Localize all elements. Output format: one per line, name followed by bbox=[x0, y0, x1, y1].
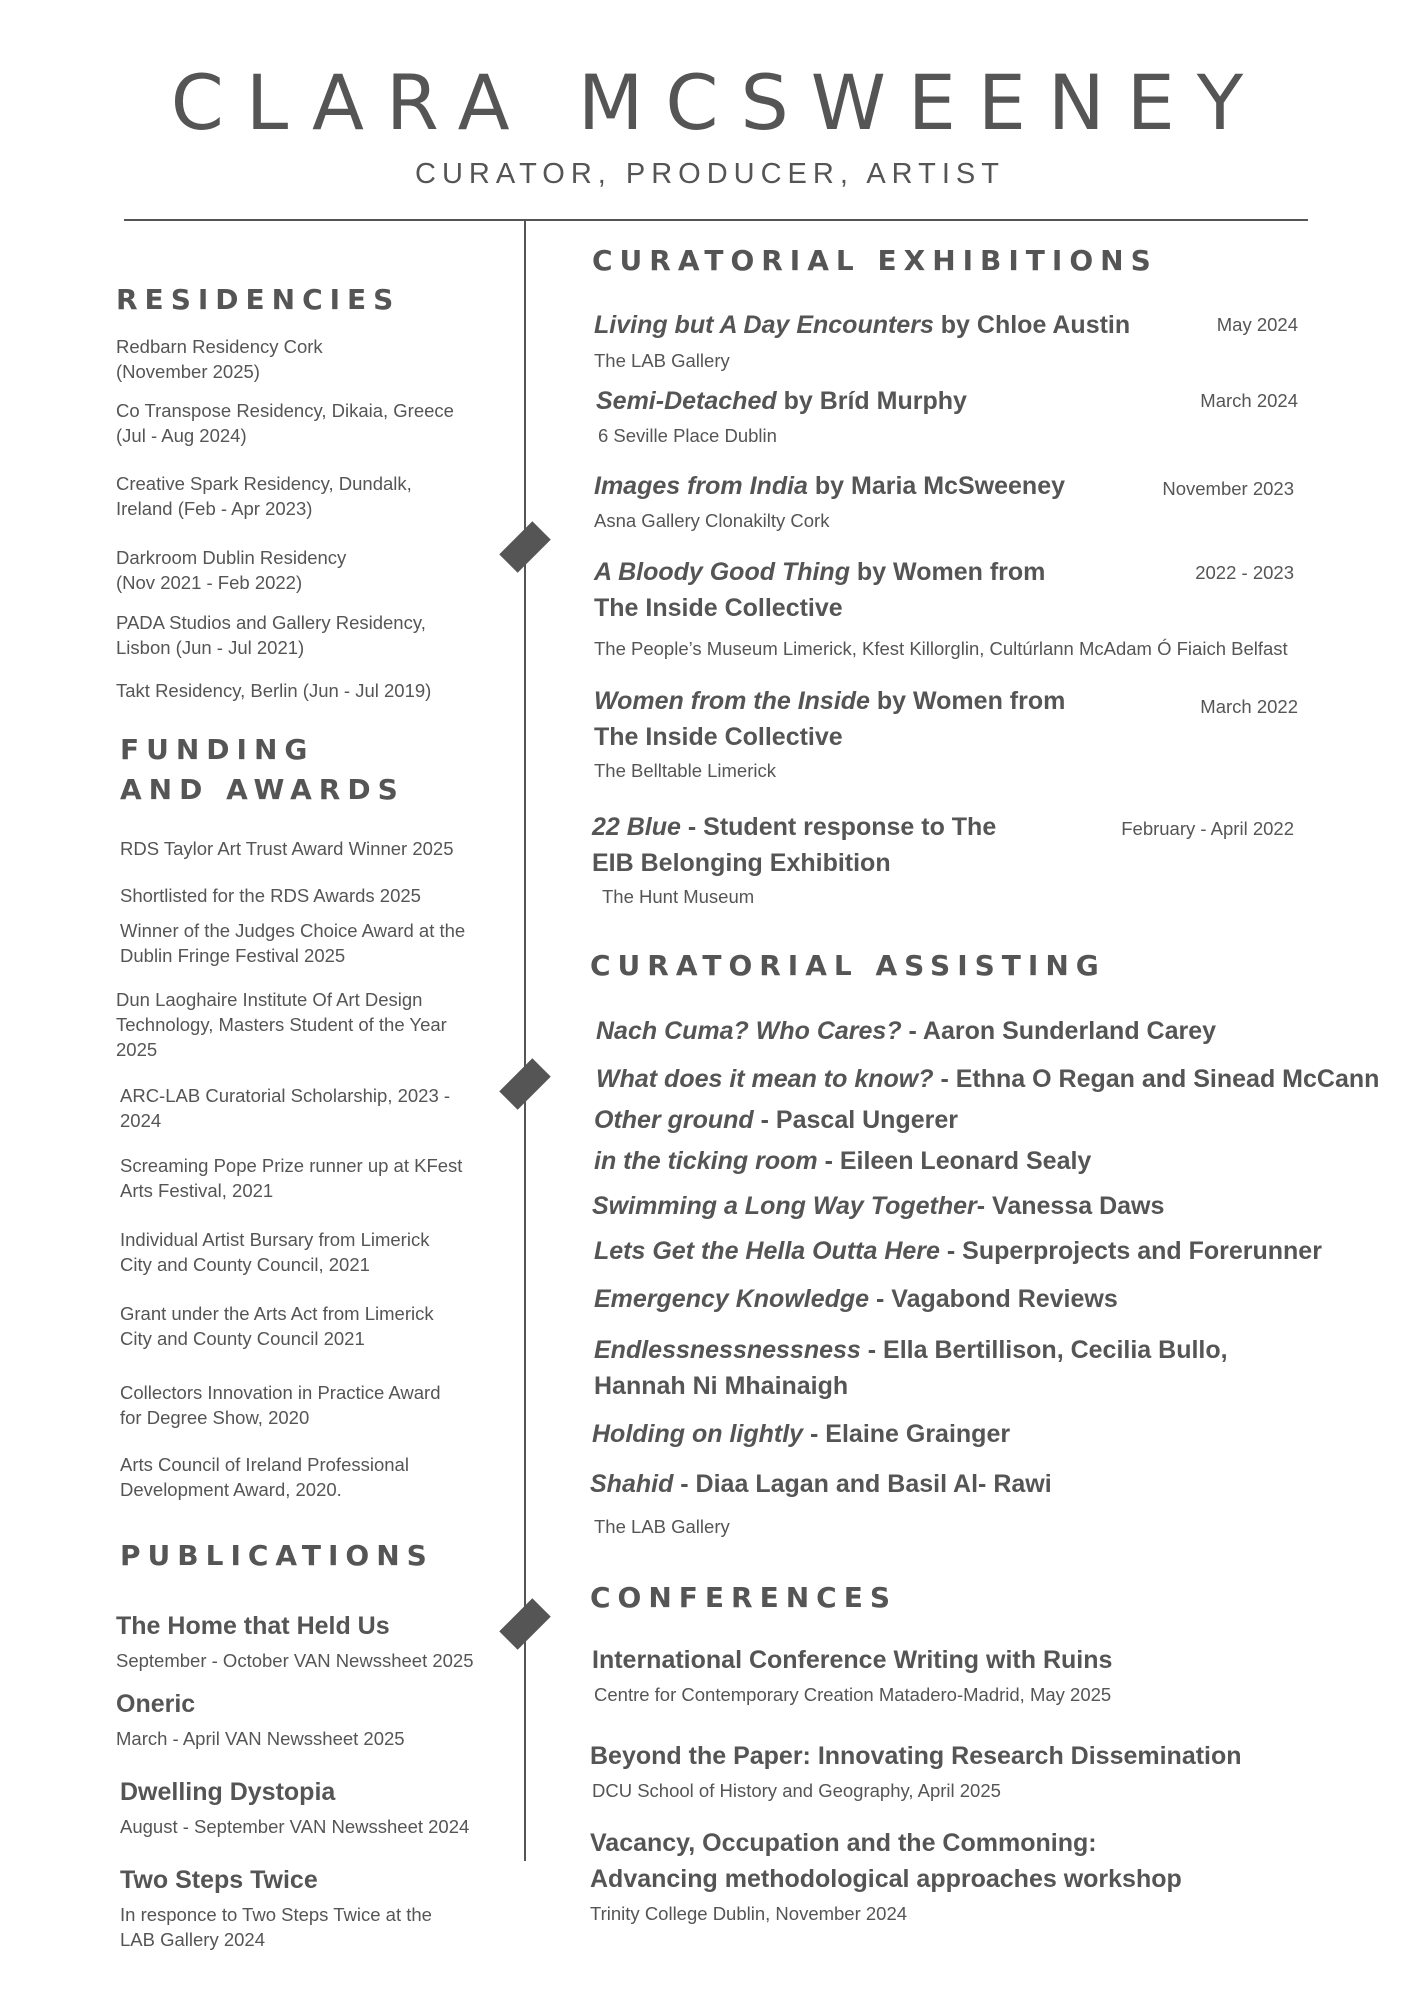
publication-title: Two Steps Twice bbox=[120, 1866, 318, 1894]
funding-item: Collectors Innovation in Practice Award for Degree Show, 2020 bbox=[120, 1382, 441, 1428]
assisting-artist: - Vagabond Reviews bbox=[869, 1285, 1118, 1313]
assisting-artist: Hannah Ni Mhainaigh bbox=[594, 1372, 849, 1400]
page-subtitle: CURATOR, PRODUCER, ARTIST bbox=[415, 158, 1005, 190]
publication-detail: March - April VAN Newssheet 2025 bbox=[116, 1728, 405, 1749]
exhibition-venue: The Hunt Museum bbox=[602, 886, 755, 907]
conference-title: Vacancy, Occupation and the Commoning: Advancing methodological approaches workshop bbox=[590, 1829, 1182, 1893]
exhibition-work: Images from India bbox=[594, 472, 808, 500]
header-divider bbox=[124, 219, 1308, 221]
assisting-item bbox=[596, 1013, 1216, 1049]
funding-item: Grant under the Arts Act from Limerick City and County Council 2021 bbox=[120, 1303, 434, 1349]
exhibition-work: Women from the Inside bbox=[594, 687, 870, 715]
exhibition-artist: by Bríd Murphy bbox=[776, 387, 967, 415]
assisting-artist: - Superprojects and Forerunner bbox=[939, 1237, 1322, 1265]
conference-detail: DCU School of History and Geography, April 2025 bbox=[592, 1780, 1001, 1801]
assisting-heading: CURATORIAL ASSISTING bbox=[590, 949, 1106, 982]
assisting-work: Swimming a Long Way Together bbox=[592, 1192, 977, 1220]
exhibition-work: Living but A Day Encounters bbox=[594, 311, 934, 339]
divider-diamond bbox=[499, 521, 550, 572]
residency-item: Darkroom Dublin Residency (Nov 2021 - Feb 2022) bbox=[116, 547, 347, 593]
exhibition-venue: The People’s Museum Limerick, Kfest Killorglin, Cultúrlann McAdam Ó Fiaich Belfast bbox=[594, 638, 1288, 659]
funding-item: Shortlisted for the RDS Awards 2025 bbox=[120, 885, 421, 906]
exhibition-artist: by Women from The Inside Collective bbox=[594, 558, 1046, 622]
exhibition-date: November 2023 bbox=[1162, 478, 1294, 499]
exhibition-artist: - Student response to The EIB Belonging Exhibition bbox=[592, 813, 997, 877]
residency-item: Takt Residency, Berlin (Jun - Jul 2019) bbox=[116, 680, 432, 701]
exhibition-venue: The Belltable Limerick bbox=[594, 760, 776, 781]
assisting-work: Other ground bbox=[594, 1106, 754, 1134]
conference-detail: Centre for Contemporary Creation Matadero-Madrid, May 2025 bbox=[594, 1684, 1112, 1705]
funding-item: ARC-LAB Curatorial Scholarship, 2023 - 2024 bbox=[120, 1085, 451, 1131]
exhibition-date: February - April 2022 bbox=[1121, 818, 1294, 839]
assisting-artist: - Ethna O Regan and Sinead McCann bbox=[933, 1065, 1380, 1093]
assisting-work: Nach Cuma? Who Cares? bbox=[596, 1017, 902, 1045]
assisting-work: Shahid bbox=[590, 1470, 674, 1498]
funding-item: Winner of the Judges Choice Award at the Dublin Fringe Festival 2025 bbox=[120, 920, 466, 966]
funding-item: Individual Artist Bursary from Limerick City and County Council, 2021 bbox=[120, 1229, 430, 1275]
funding-heading: FUNDING AND AWARDS bbox=[120, 733, 405, 806]
assisting-work: in the ticking room bbox=[594, 1147, 818, 1175]
exhibition-title bbox=[594, 554, 1064, 626]
funding-item: Dun Laoghaire Institute Of Art Design Technology, Masters Student of the Year 2025 bbox=[116, 989, 447, 1060]
assisting-item bbox=[594, 1332, 1228, 1404]
funding-item: Arts Council of Ireland Professional Development Award, 2020. bbox=[120, 1454, 409, 1500]
assisting-artist: - Elaine Grainger bbox=[803, 1420, 1011, 1448]
publication-detail: September - October VAN Newssheet 2025 bbox=[116, 1650, 474, 1671]
assisting-artist: - Eileen Leonard Sealy bbox=[817, 1147, 1092, 1175]
assisting-artist: - Pascal Ungerer bbox=[753, 1106, 958, 1134]
publication-detail: In responce to Two Steps Twice at the LAB Gallery 2024 bbox=[120, 1904, 432, 1950]
publication-title: Oneric bbox=[116, 1690, 196, 1718]
assisting-item bbox=[594, 1102, 958, 1138]
publications-heading: PUBLICATIONS bbox=[120, 1539, 434, 1572]
exhibition-title bbox=[596, 383, 1076, 419]
exhibition-title bbox=[594, 468, 1094, 504]
exhibition-venue: The LAB Gallery bbox=[594, 350, 730, 371]
assisting-artist: - Diaa Lagan and Basil Al- Rawi bbox=[673, 1470, 1052, 1498]
residency-item: PADA Studios and Gallery Residency, Lisbon (Jun - Jul 2021) bbox=[116, 612, 426, 658]
residency-item: Redbarn Residency Cork (November 2025) bbox=[116, 336, 323, 382]
exhibition-title bbox=[592, 809, 1022, 881]
assisting-item bbox=[594, 1233, 1322, 1269]
assisting-item bbox=[592, 1416, 1010, 1452]
publication-title: The Home that Held Us bbox=[116, 1612, 390, 1640]
exhibition-title bbox=[594, 307, 1154, 343]
exhibition-date: March 2024 bbox=[1200, 390, 1298, 411]
exhibition-work: Semi-Detached bbox=[596, 387, 777, 415]
assisting-artist: - Aaron Sunderland Carey bbox=[901, 1017, 1217, 1045]
exhibition-artist: by Women from The Inside Collective bbox=[594, 687, 1066, 751]
assisting-item bbox=[592, 1188, 1164, 1224]
exhibition-venue: 6 Seville Place Dublin bbox=[598, 425, 777, 446]
publication-detail: August - September VAN Newssheet 2024 bbox=[120, 1816, 470, 1837]
conference-detail: Trinity College Dublin, November 2024 bbox=[590, 1903, 908, 1924]
residencies-heading: RESIDENCIES bbox=[116, 283, 401, 316]
exhibition-work: 22 Blue bbox=[592, 813, 681, 841]
funding-item: RDS Taylor Art Trust Award Winner 2025 bbox=[120, 838, 454, 859]
exhibition-artist: by Maria McSweeney bbox=[807, 472, 1066, 500]
assisting-item bbox=[594, 1143, 1091, 1179]
exhibition-artist: by Chloe Austin bbox=[933, 311, 1131, 339]
divider-diamond bbox=[499, 1598, 550, 1649]
assisting-item bbox=[596, 1061, 1379, 1097]
assisting-item bbox=[594, 1281, 1118, 1317]
exhibition-date: March 2022 bbox=[1200, 696, 1298, 717]
exhibitions-heading: CURATORIAL EXHIBITIONS bbox=[592, 244, 1158, 277]
exhibition-work: A Bloody Good Thing bbox=[594, 558, 850, 586]
assisting-artist: - Vanessa Daws bbox=[976, 1192, 1165, 1220]
assisting-venue: The LAB Gallery bbox=[594, 1516, 730, 1537]
funding-item: Screaming Pope Prize runner up at KFest Arts Festival, 2021 bbox=[120, 1155, 463, 1201]
page-title: CLARA MCSWEENEY bbox=[170, 58, 1266, 147]
exhibition-venue: Asna Gallery Clonakilty Cork bbox=[594, 510, 830, 531]
conference-title: International Conference Writing with Ruins bbox=[592, 1646, 1113, 1674]
assisting-work: Lets Get the Hella Outta Here bbox=[594, 1237, 940, 1265]
publication-title: Dwelling Dystopia bbox=[120, 1778, 336, 1806]
residency-item: Co Transpose Residency, Dikaia, Greece (Jul - Aug 2024) bbox=[116, 400, 454, 446]
exhibition-date: 2022 - 2023 bbox=[1195, 562, 1294, 583]
residency-item: Creative Spark Residency, Dundalk, Ireland (Feb - Apr 2023) bbox=[116, 473, 412, 519]
conferences-heading: CONFERENCES bbox=[590, 1581, 898, 1614]
divider-diamond bbox=[499, 1058, 550, 1109]
exhibition-date: May 2024 bbox=[1216, 314, 1298, 335]
assisting-artist: - Ella Bertillison, Cecilia Bullo, bbox=[860, 1336, 1228, 1364]
assisting-work: Holding on lightly bbox=[592, 1420, 804, 1448]
assisting-item bbox=[590, 1466, 1052, 1502]
assisting-work: Emergency Knowledge bbox=[594, 1285, 870, 1313]
assisting-work: What does it mean to know? bbox=[596, 1065, 934, 1093]
exhibition-title bbox=[594, 683, 1084, 755]
conference-title: Beyond the Paper: Innovating Research Dissemination bbox=[590, 1742, 1242, 1770]
assisting-work: Endlessnessnessness bbox=[594, 1336, 861, 1364]
